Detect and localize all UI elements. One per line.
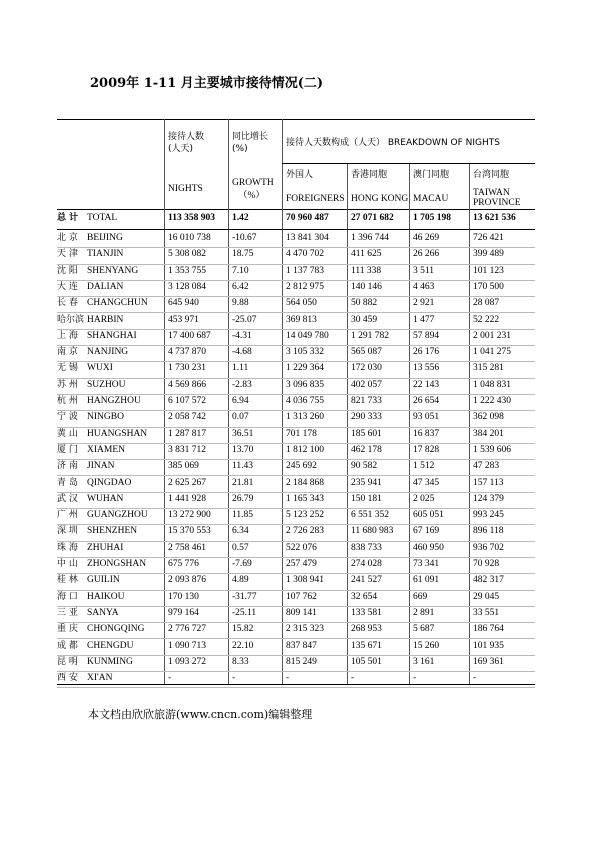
city-name-en: QINGDAO	[87, 477, 132, 488]
table-row	[57, 573, 535, 589]
city-name-cn: 成 都	[57, 640, 78, 651]
growth-value: -	[232, 673, 236, 684]
nights-value: 2 058 742	[168, 412, 206, 423]
macau-value: 1 477	[413, 314, 435, 325]
growth-value: 7.10	[232, 265, 249, 276]
header-bottom-rule	[57, 209, 535, 210]
table-row	[57, 492, 535, 508]
row-rule	[57, 687, 535, 688]
foreigners-value: 1 137 783	[286, 265, 324, 276]
hk-value: -	[351, 673, 355, 684]
growth-value: 4.89	[232, 575, 249, 586]
nights-value: 4 569 866	[168, 379, 206, 390]
city-name-cn: 桂 林	[57, 575, 78, 586]
table-bottom-rule	[57, 684, 535, 685]
foreigners-value: 701 178	[286, 428, 317, 439]
city-name-cn: 杭 州	[57, 396, 78, 406]
city-name-en: CHONGQING	[87, 624, 145, 635]
total-bottom-rule	[57, 229, 535, 230]
hk-value: 1 291 782	[351, 330, 389, 341]
nights-value: 1 287 817	[168, 428, 206, 439]
hk-value: 290 333	[351, 412, 382, 423]
city-name-cn: 济 南	[57, 461, 78, 472]
nights-value: 170 130	[168, 591, 199, 602]
taiwan-value: 482 317	[473, 575, 504, 586]
total-label-cn: 总 计	[57, 213, 79, 223]
table-row	[57, 280, 535, 296]
table-row	[57, 231, 535, 247]
nights-value: 385 069	[168, 461, 199, 472]
nights-value: 675 776	[168, 559, 199, 569]
city-name-en: WUXI	[87, 363, 113, 374]
taiwan-value: 362 098	[473, 412, 504, 423]
table-row	[57, 655, 535, 671]
city-name-en: SHENYANG	[87, 265, 139, 276]
growth-value: 0.57	[232, 542, 249, 553]
growth-value: -2.83	[232, 379, 252, 390]
macau-value: 17 828	[413, 444, 440, 455]
foreigners-value: 107 762	[286, 591, 317, 602]
nights-value: 1 090 713	[168, 640, 206, 651]
nights-value: 1 353 755	[168, 265, 206, 276]
city-name-cn: 宁 波	[57, 412, 78, 423]
foreigners-value: -	[286, 673, 290, 684]
total-growth: 1.42	[232, 213, 249, 223]
growth-value: 1.11	[232, 363, 249, 374]
page-title: 2009年 1-11 月主要城市接待情况(二)	[90, 76, 324, 91]
city-name-en: XI'AN	[87, 673, 113, 684]
city-name-cn: 深 圳	[57, 526, 78, 537]
city-name-cn: 哈尔滨	[57, 314, 85, 325]
table-row	[57, 639, 535, 655]
total-macau: 1 705 198	[413, 213, 451, 223]
foreigners-value: 2 315 323	[286, 624, 324, 635]
growth-value: 26.79	[232, 493, 254, 504]
table-row	[57, 443, 535, 459]
foreigners-value: 522 076	[286, 542, 317, 553]
taiwan-value: 399 489	[473, 249, 504, 260]
hk-value: 135 671	[351, 640, 382, 651]
growth-value: -10.67	[232, 233, 257, 243]
nights-value: 453 971	[168, 314, 199, 325]
table-row	[57, 345, 535, 361]
table-row	[57, 296, 535, 312]
foreigners-value: 3 105 332	[286, 347, 324, 358]
header-foreigners-en: FOREIGNERS	[286, 194, 345, 204]
hk-value: 105 501	[351, 656, 382, 667]
city-name-cn: 三 亚	[57, 607, 78, 618]
city-name-en: KUNMING	[87, 656, 133, 667]
macau-value: 61 091	[413, 575, 440, 586]
hk-value: 6 551 352	[351, 510, 389, 521]
hk-value: 838 733	[351, 542, 382, 553]
nights-value: 2 776 727	[168, 624, 206, 635]
city-name-cn: 南 京	[57, 347, 78, 358]
hk-value: 90 582	[351, 461, 378, 472]
taiwan-value: 1 222 430	[473, 396, 511, 406]
table-row	[57, 590, 535, 606]
foreigners-value: 4 470 702	[286, 249, 324, 260]
city-name-cn: 昆 明	[57, 656, 78, 667]
macau-value: 13 556	[413, 363, 440, 374]
foreigners-value: 1 229 364	[286, 363, 324, 374]
taiwan-value: 315 281	[473, 363, 504, 374]
macau-value: 47 345	[413, 477, 440, 488]
nights-value: 979 164	[168, 607, 199, 618]
taiwan-value: 1 041 275	[473, 347, 511, 358]
taiwan-value: -	[473, 673, 477, 684]
city-name-en: HANGZHOU	[87, 396, 141, 406]
macau-value: 4 463	[413, 281, 435, 292]
city-reception-table	[57, 119, 535, 684]
hk-value: 1 396 744	[351, 233, 389, 243]
table-row	[57, 524, 535, 540]
city-name-cn: 青 岛	[57, 477, 78, 488]
macau-value: 16 837	[413, 428, 440, 439]
taiwan-value: 29 045	[473, 591, 500, 602]
macau-value: 26 176	[413, 347, 440, 358]
foreigners-value: 815 249	[286, 656, 317, 667]
macau-value: 605 051	[413, 510, 444, 521]
taiwan-value: 169 361	[473, 656, 504, 667]
table-row	[57, 541, 535, 557]
taiwan-value: 936 702	[473, 542, 504, 553]
hk-value: 185 601	[351, 428, 382, 439]
growth-value: 21.81	[232, 477, 254, 488]
taiwan-value: 52 222	[473, 314, 500, 325]
table-row	[57, 394, 535, 410]
header-macau-cn: 澳门同胞	[413, 170, 450, 180]
nights-value: 16 010 738	[168, 233, 211, 243]
table-row	[57, 410, 535, 426]
taiwan-value: 70 928	[473, 559, 500, 569]
total-label-en: TOTAL	[87, 213, 118, 223]
nights-value: 15 370 553	[168, 526, 211, 537]
table-row	[57, 427, 535, 443]
header-growth-en: GROWTH	[232, 178, 274, 188]
city-name-en: CHANGCHUN	[87, 298, 148, 309]
nights-value: 4 737 870	[168, 347, 206, 358]
foreigners-value: 1 313 260	[286, 412, 324, 423]
city-name-en: HAIKOU	[87, 591, 125, 602]
macau-value: 26 654	[413, 396, 440, 406]
city-name-cn: 上 海	[57, 330, 78, 341]
table-row	[57, 508, 535, 524]
city-name-en: SUZHOU	[87, 379, 126, 390]
city-name-en: SHENZHEN	[87, 526, 138, 537]
foreigners-value: 257 479	[286, 559, 317, 569]
hk-value: 111 338	[351, 265, 382, 276]
city-name-cn: 广 州	[57, 510, 78, 521]
macau-value: -	[413, 673, 417, 684]
taiwan-value: 186 764	[473, 624, 504, 635]
city-name-en: ZHONGSHAN	[87, 559, 147, 569]
macau-value: 93 051	[413, 412, 440, 423]
city-name-cn: 厦 门	[57, 444, 78, 455]
city-name-cn: 中 山	[57, 559, 78, 569]
taiwan-value: 170 500	[473, 281, 504, 292]
hk-value: 11 680 983	[351, 526, 394, 537]
macau-value: 2 025	[413, 493, 435, 504]
city-name-en: HUANGSHAN	[87, 428, 148, 439]
city-name-en: JINAN	[87, 461, 115, 472]
nights-value: 2 625 267	[168, 477, 206, 488]
foreigners-value: 369 813	[286, 314, 317, 325]
macau-value: 46 269	[413, 233, 440, 243]
foreigners-value: 2 184 868	[286, 477, 324, 488]
hk-value: 50 882	[351, 298, 378, 309]
macau-value: 26 266	[413, 249, 440, 260]
city-name-cn: 珠 海	[57, 542, 78, 553]
city-name-cn: 重 庆	[57, 624, 78, 635]
city-name-en: DALIAN	[87, 281, 124, 292]
city-name-cn: 黄 山	[57, 428, 78, 439]
foreigners-value: 837 847	[286, 640, 317, 651]
city-name-en: BEIJING	[87, 233, 123, 243]
hk-value: 30 459	[351, 314, 378, 325]
macau-value: 22 143	[413, 379, 440, 390]
header-nights-cn: 接待人数	[168, 132, 205, 142]
macau-value: 460 950	[413, 542, 444, 553]
total-hk: 27 071 682	[351, 213, 394, 223]
city-name-cn: 西 安	[57, 673, 78, 684]
header-hk-en: HONG KONG	[351, 194, 409, 204]
taiwan-value: 124 379	[473, 493, 504, 504]
table-row	[57, 476, 535, 492]
macau-value: 67 169	[413, 526, 440, 537]
city-name-cn: 海 口	[57, 591, 78, 602]
foreigners-value: 14 049 780	[286, 330, 329, 341]
foreigners-value: 5 123 252	[286, 510, 324, 521]
nights-value: -	[168, 673, 172, 684]
hk-value: 565 087	[351, 347, 382, 358]
city-name-cn: 沈 阳	[57, 265, 78, 276]
macau-value: 57 894	[413, 330, 440, 341]
nights-value: 1 441 928	[168, 493, 206, 504]
city-name-en: ZHUHAI	[87, 542, 124, 553]
growth-value: -7.69	[232, 559, 252, 569]
total-taiwan: 13 621 536	[473, 213, 516, 223]
header-hk-cn: 香港同胞	[351, 170, 388, 180]
header-taiwan-cn: 台湾同胞	[473, 170, 510, 180]
nights-value: 17 400 687	[168, 330, 211, 341]
taiwan-value: 1 539 606	[473, 444, 511, 455]
foreigners-value: 1 165 343	[286, 493, 324, 504]
taiwan-value: 1 048 831	[473, 379, 511, 390]
taiwan-value: 896 118	[473, 526, 504, 537]
city-name-en: NINGBO	[87, 412, 124, 423]
total-nights: 113 358 903	[168, 213, 215, 223]
growth-value: 36.51	[232, 428, 254, 439]
city-name-en: TIANJIN	[87, 249, 124, 260]
growth-value: 6.42	[232, 281, 249, 292]
foreigners-value: 13 841 304	[286, 233, 329, 243]
header-foreigners-cn: 外国人	[286, 170, 314, 180]
foreigners-value: 2 726 283	[286, 526, 324, 537]
header-growth-cn: 同比增长	[232, 132, 269, 142]
header-macau-en: MACAU	[413, 194, 449, 204]
hk-value: 140 146	[351, 281, 382, 292]
table-top-rule	[57, 119, 535, 120]
growth-value: -31.77	[232, 591, 257, 602]
table-row	[57, 459, 535, 475]
macau-value: 669	[413, 591, 428, 602]
nights-value: 3 128 084	[168, 281, 206, 292]
foreigners-value: 1 308 941	[286, 575, 324, 586]
hk-value: 402 057	[351, 379, 382, 390]
macau-value: 15 260	[413, 640, 440, 651]
hk-value: 268 953	[351, 624, 382, 635]
table-row	[57, 622, 535, 638]
taiwan-value: 33 551	[473, 607, 500, 618]
taiwan-value: 2 001 231	[473, 330, 511, 341]
nights-value: 2 093 876	[168, 575, 206, 586]
growth-value: -25.11	[232, 607, 257, 618]
growth-value: 11.85	[232, 510, 254, 521]
growth-value: 13.70	[232, 444, 254, 455]
city-name-cn: 苏 州	[57, 379, 78, 390]
growth-value: -4.68	[232, 347, 252, 358]
header-growth-en-unit: （%）	[238, 191, 265, 201]
macau-value: 3 161	[413, 656, 435, 667]
hk-value: 274 028	[351, 559, 382, 569]
macau-value: 73 341	[413, 559, 440, 569]
total-foreigners: 70 960 487	[286, 213, 329, 223]
city-name-en: HARBIN	[87, 314, 124, 325]
foreigners-value: 1 812 100	[286, 444, 324, 455]
nights-value: 1 730 231	[168, 363, 206, 374]
growth-value: 6.94	[232, 396, 249, 406]
hk-value: 235 941	[351, 477, 382, 488]
footer-note: 本文档由欣欣旅游(www.cncn.com)编辑整理	[88, 708, 313, 721]
foreigners-value: 564 050	[286, 298, 317, 309]
growth-value: 0.07	[232, 412, 249, 423]
nights-value: 645 940	[168, 298, 199, 309]
foreigners-value: 4 036 755	[286, 396, 324, 406]
nights-value: 1 093 272	[168, 656, 206, 667]
growth-value: 9.88	[232, 298, 249, 309]
hk-value: 32 654	[351, 591, 378, 602]
table-row	[57, 313, 535, 329]
growth-value: 8.33	[232, 656, 249, 667]
nights-value: 3 831 712	[168, 444, 206, 455]
city-name-en: GUILIN	[87, 575, 120, 586]
table-row	[57, 247, 535, 263]
taiwan-value: 384 201	[473, 428, 504, 439]
city-name-cn: 北 京	[57, 233, 78, 243]
taiwan-value: 47 283	[473, 461, 500, 472]
header-breakdown: 接待人天数构成（人天） BREAKDOWN OF NIGHTS	[286, 138, 501, 148]
growth-value: -25.07	[232, 314, 257, 325]
header-growth-cn-unit: (%)	[232, 144, 248, 154]
city-name-cn: 天 津	[57, 249, 78, 260]
foreigners-value: 245 692	[286, 461, 317, 472]
breakdown-subheader-rule	[282, 163, 535, 164]
foreigners-value: 3 096 835	[286, 379, 324, 390]
hk-value: 172 030	[351, 363, 382, 374]
hk-value: 133 581	[351, 607, 382, 618]
growth-value: 22.10	[232, 640, 254, 651]
foreigners-value: 2 812 975	[286, 281, 324, 292]
table-row	[57, 378, 535, 394]
taiwan-value: 101 123	[473, 265, 504, 276]
city-name-en: SHANGHAI	[87, 330, 137, 341]
city-name-en: CHENGDU	[87, 640, 134, 651]
taiwan-value: 28 087	[473, 298, 500, 309]
growth-value: 18.75	[232, 249, 254, 260]
growth-value: 15.82	[232, 624, 254, 635]
hk-value: 821 733	[351, 396, 382, 406]
total-row	[57, 211, 535, 228]
macau-value: 2 921	[413, 298, 435, 309]
city-name-en: NANJING	[87, 347, 129, 358]
table-row	[57, 606, 535, 622]
taiwan-value: 101 935	[473, 640, 504, 651]
taiwan-value: 993 245	[473, 510, 504, 521]
header-nights-en: NIGHTS	[168, 184, 203, 194]
table-row	[57, 557, 535, 573]
growth-value: -4.31	[232, 330, 252, 341]
city-name-cn: 大 连	[57, 281, 78, 292]
hk-value: 150 181	[351, 493, 382, 504]
city-name-cn: 武 汉	[57, 493, 78, 504]
table-row	[57, 361, 535, 377]
macau-value: 3 511	[413, 265, 435, 276]
header-nights-cn-unit: (人天)	[168, 144, 194, 154]
hk-value: 411 625	[351, 249, 382, 260]
taiwan-value: 157 113	[473, 477, 504, 488]
growth-value: 6.34	[232, 526, 249, 537]
taiwan-value: 726 421	[473, 233, 504, 243]
nights-value: 13 272 900	[168, 510, 211, 521]
nights-value: 2 758 461	[168, 542, 206, 553]
city-name-en: SANYA	[87, 607, 119, 618]
table-row	[57, 264, 535, 280]
city-name-en: WUHAN	[87, 493, 124, 504]
hk-value: 241 527	[351, 575, 382, 586]
macau-value: 5 687	[413, 624, 435, 635]
table-row	[57, 329, 535, 345]
foreigners-value: 809 141	[286, 607, 317, 618]
nights-value: 6 107 572	[168, 396, 206, 406]
city-name-en: GUANGZHOU	[87, 510, 148, 521]
macau-value: 1 512	[413, 461, 435, 472]
city-name-en: XIAMEN	[87, 444, 125, 455]
macau-value: 2 891	[413, 607, 435, 618]
header-taiwan-en2: PROVINCE	[473, 198, 521, 208]
city-name-cn: 无 锡	[57, 363, 78, 374]
header-taiwan-en: TAIWAN	[473, 188, 510, 198]
nights-value: 5 308 082	[168, 249, 206, 260]
hk-value: 462 178	[351, 444, 382, 455]
city-name-cn: 长 春	[57, 298, 78, 309]
growth-value: 11.43	[232, 461, 254, 472]
